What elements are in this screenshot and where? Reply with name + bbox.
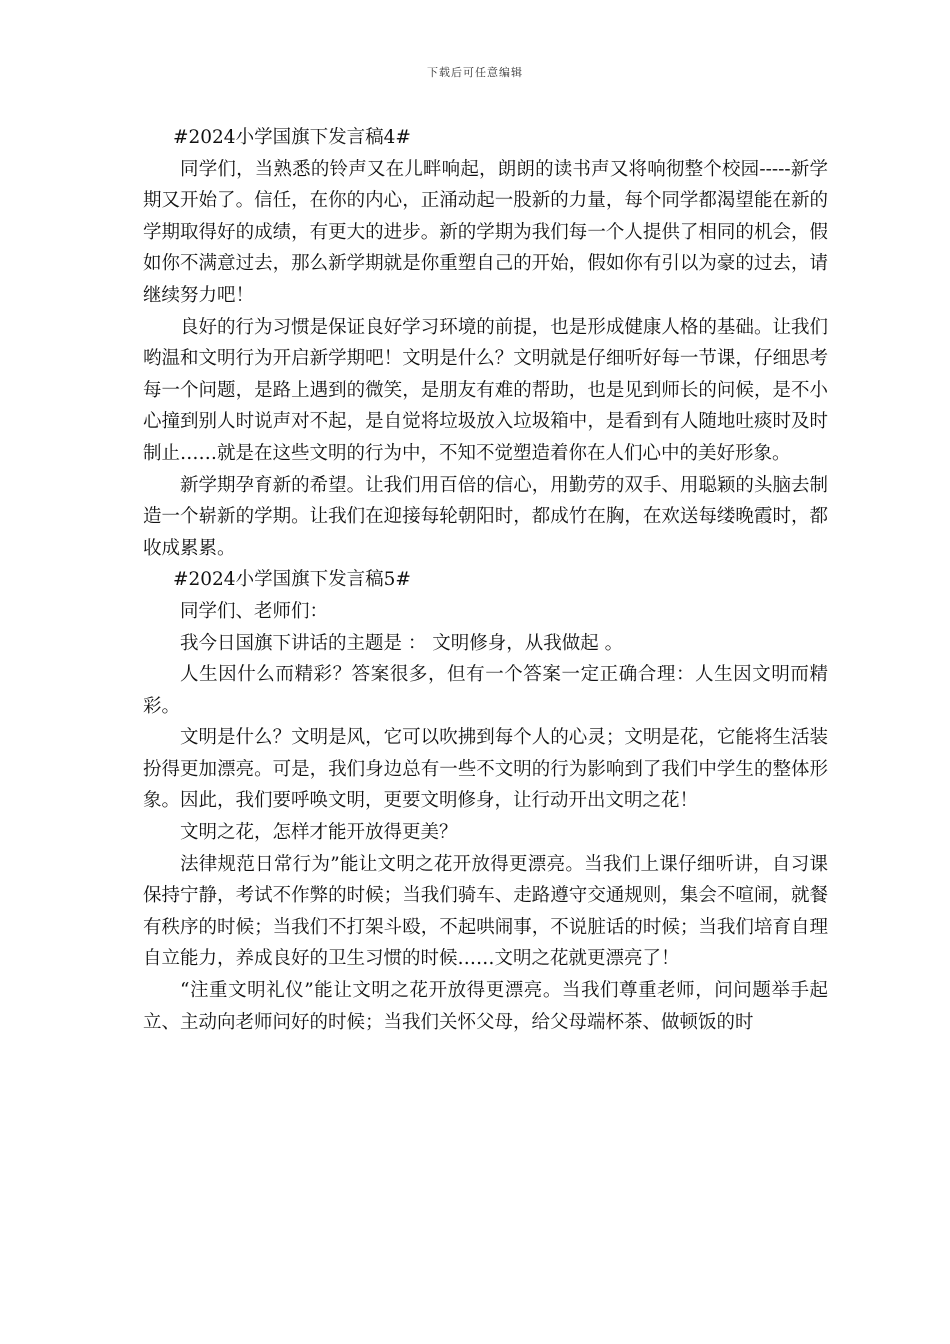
paragraph: 人生因什么而精彩？答案很多，但有一个答案一定正确合理：人生因文明而精彩。 <box>143 664 828 717</box>
salutation: 同学们、老师们： <box>180 600 329 622</box>
paragraph: 法律规范日常行为”能让文明之花开放得更漂亮。当我们上课仔细听讲，自习课保持宁静，考试不作弊的时候；当我们骑车、走路遵守交通规则，集会不喧闹，就餐有秩序的时候；当我们不打架斗殴，不起哄闹事，不说脏话的时候；当我们培育自理自立能力，养成良好的卫生习惯的时候……文明之花就更漂亮了！ <box>143 853 828 970</box>
paragraph: 文明之花，怎样才能开放得更美？ <box>180 822 458 844</box>
section-heading-5: #2024小学国旗下发言稿5# <box>173 569 411 591</box>
paragraph: 文明是什么？文明是风，它可以吹拂到每个人的心灵；文明是花，它能将生活装扮得更加漂亮。可是，我们身边总有一些不文明的行为影响到了我们中学生的整体形象。因此，我们要呼唤文明，更要文明修身，让行动开出文明之花！ <box>143 727 828 812</box>
section-heading-4: #2024小学国旗下发言稿4# <box>173 127 411 148</box>
paragraph: 新学期孕育新的希望。让我们用百倍的信心，用勤劳的双手、用聪颖的头脑去制造一个崭新的学期。让我们在迎接每轮朝阳时，都成竹在胸，在欢送每缕晚霞时，都收成累累。 <box>143 474 828 559</box>
paragraph: 良好的行为习惯是保证良好学习环境的前提，也是形成健康人格的基础。让我们哟温和文明行为开启新学期吧！文明是什么？文明就是仔细听好每一节课，仔细思考每一个问题，是路上遇到的微笑，是朋友有难的帮助，也是见到师长的问候，是不小心撞到别人时说声对不起，是自觉将垃圾放入垃圾箱中，是看到有人随地吐痰时及时制止……就是在这些文明的行为中，不知不觉塑造着你在人们心中的美好形象。 <box>143 316 828 464</box>
paragraph: 同学们，当熟悉的铃声又在儿畔响起，朗朗的读书声又将响彻整个校园-----新学期又开始了。信任，在你的内心，正涌动起一股新的力量，每个同学都渴望能在新的学期取得好的成绩，有更大的进步。新的学期为我们每一个人提供了相同的机会，假如你不满意过去，那么新学期就是你重塑自己的开始，假如你有引以为豪的过去，请继续努力吧！ <box>143 158 828 306</box>
paragraph: “注重文明礼仪”能让文明之花开放得更漂亮。当我们尊重老师，问问题举手起立、主动向老师问好的时候；当我们关怀父母，给父母端杯茶、做顿饭的时 <box>143 980 828 1033</box>
document-body <box>143 122 828 1038</box>
paragraph: 我今日国旗下讲话的主题是 ： 文明修身，从我做起 。 <box>180 632 624 654</box>
page-header: 下载后可任意编辑 <box>427 66 523 79</box>
